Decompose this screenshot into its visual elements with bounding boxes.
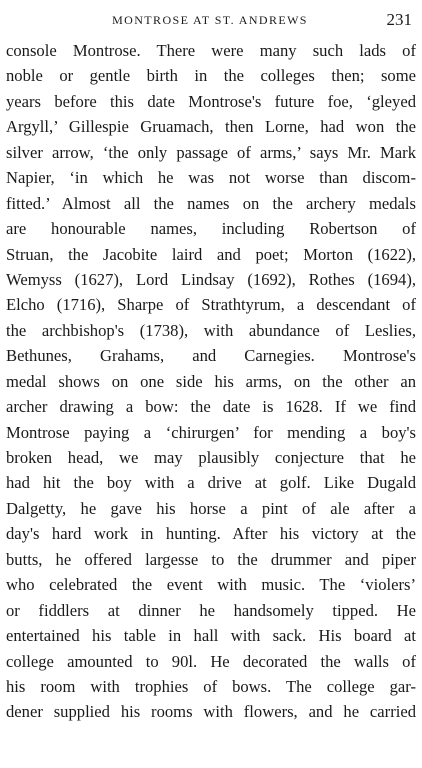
text-line: Bethunes, Grahams, and Carnegies. Montrose's bbox=[6, 346, 416, 366]
text-line: who celebrated the event with music. The ‘violers’ bbox=[6, 575, 416, 595]
text-line: fitted.’ Almost all the names on the archery medals bbox=[6, 193, 416, 213]
text-line: noble or gentle birth in the colleges then; some bbox=[6, 66, 416, 86]
text-line: console Montrose. There were many such lads of bbox=[6, 41, 416, 60]
text-line: are honourable names, including Robertson of bbox=[6, 219, 416, 239]
text-line: broken head, we may plausibly conjecture that he bbox=[6, 448, 416, 467]
text-line: the archbishop's (1738), with abundance of Leslies, bbox=[6, 320, 416, 340]
text-line: had hit the boy with a drive at golf. Like Dugald bbox=[6, 473, 416, 493]
text-line: Argyll,’ Gillespie Gruamach, then Lorne, had won the bbox=[6, 117, 416, 137]
text-line: Napier, ‘in which he was not worse than discom- bbox=[6, 168, 416, 188]
text-line: Dalgetty, he gave his horse a pint of ale after a bbox=[6, 498, 416, 518]
text-line: archer drawing a bow: the date is 1628. If we find bbox=[6, 397, 416, 417]
text-line: or fiddlers at dinner he handsomely tipped. He bbox=[6, 600, 416, 620]
text-line: his room with trophies of bows. The college gar- bbox=[6, 676, 416, 696]
text-line: medal shows on one side his arms, on the other an bbox=[6, 371, 416, 391]
running-title: MONTROSE AT ST. ANDREWS bbox=[112, 13, 308, 27]
text-line: years before this date Montrose's future foe, ‘gleyed bbox=[6, 91, 416, 111]
running-head bbox=[6, 9, 414, 31]
text-line: silver arrow, ‘the only passage of arms,’ says Mr. Mark bbox=[6, 142, 416, 162]
text-line: dener supplied his rooms with flowers, and he carried bbox=[6, 702, 416, 722]
page-number: 231 bbox=[386, 10, 412, 29]
text-line: Montrose paying a ‘chirurgen’ for mending a boy's bbox=[6, 422, 416, 442]
text-line: butts, he offered largesse to the drummer and piper bbox=[6, 549, 416, 569]
text-line: Wemyss (1627), Lord Lindsay (1692), Rothes (1694), bbox=[6, 269, 416, 289]
text-line: day's hard work in hunting. After his victory at the bbox=[6, 524, 416, 544]
text-line: Struan, the Jacobite laird and poet; Morton (1622), bbox=[6, 244, 416, 264]
text-line: entertained his table in hall with sack. His board at bbox=[6, 626, 416, 646]
text-line: Elcho (1716), Sharpe of Strathtyrum, a descendant of bbox=[6, 295, 416, 315]
text-line: college amounted to 90l. He decorated the walls of bbox=[6, 651, 416, 671]
body-text bbox=[6, 38, 416, 725]
